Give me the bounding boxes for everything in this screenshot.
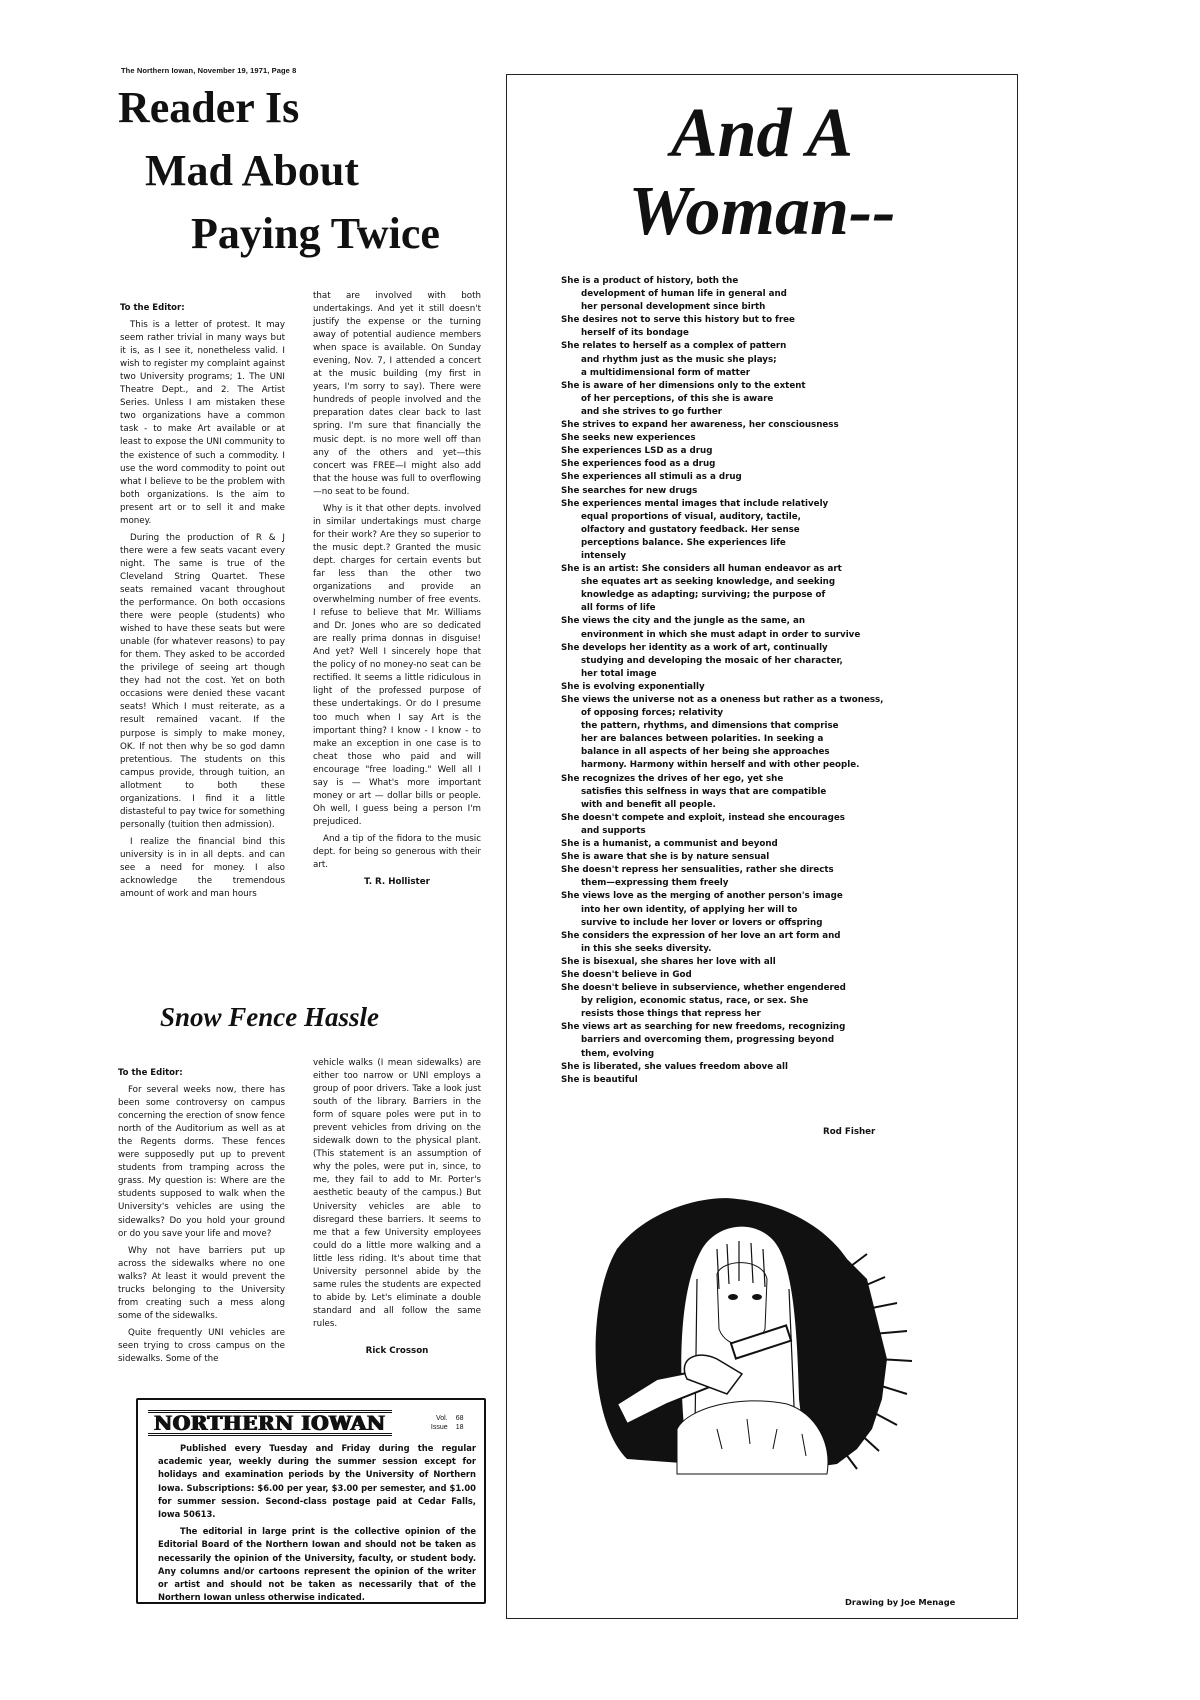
signature: Rick Crosson (365, 1345, 429, 1356)
signature: T. R. Hollister (364, 877, 430, 888)
volume-issue (420, 1414, 464, 1432)
poem-line: intensely (581, 550, 627, 561)
poem-line: She is evolving exponentially (561, 681, 705, 692)
paragraph: Why not have barriers put up across the sidewalks where no one walks? At least it would prevent the trucks belonging to the University from creating such a mess along some of the sidewalks. (118, 1245, 285, 1321)
vol-label: Vol. (435, 1415, 448, 1422)
poem-title-line-2: Woman-- (628, 173, 896, 250)
poem-line: She is aware of her dimensions only to the extent (561, 380, 806, 391)
poem-line: She experiences mental images that include relatively (561, 498, 829, 509)
paragraph: Quite frequently UNI vehicles are seen trying to cross campus on the sidewalks. Some of the (118, 1327, 285, 1364)
headline-line-2: Mad About (145, 146, 359, 195)
editorial-disclaimer: The editorial in large print is the collective opinion of the Editorial Board of the Northern Iowan and should not be taken as necessarily the opinion of the University, faculty, or student body. Any columns and/or cartoons represent the opinion of the writer or artist and should not be taken as necessarily that of the Northern Iowan unless otherwise indicated. (158, 1526, 476, 1603)
paragraph: that are involved with both undertakings. And yet it still doesn't justify the expense or the turning away of potential audience members when space is available. On Sunday evening, Nov. 7, I attended a concert at the music building (my first in years, I'm sorry to say). There were hundreds of people involved and the preparation dates clear back to last spring. I'm sure that financially the music dept. is no more well off than any of the others and yet—this concert was FREE—I might also add that the house was full to overflowing—no seat to be found. (313, 291, 481, 497)
letter2-column-1 (118, 1067, 285, 1370)
dateline: The Northern Iowan, November 19, 1971, Page 8 (121, 66, 297, 75)
letter1-column-1 (120, 302, 285, 905)
poem-line: into her own identity, of applying her will to (581, 904, 798, 915)
poem-line: she equates art as seeking knowledge, and seeking (581, 577, 836, 588)
poem-line: resists those things that repress her (581, 1009, 761, 1020)
poem-line: She is a humanist, a communist and beyond (561, 839, 778, 850)
poem-line: satisfies this selfness in ways that are compatible (581, 786, 827, 797)
poem-line: She views art as searching for new freedoms, recognizing (561, 1022, 846, 1033)
poem-line: a multidimensional form of matter (581, 367, 751, 378)
poem-line: herself of its bondage (581, 328, 689, 339)
paragraph: This is a letter of protest. It may seem rather trivial in many ways but it is, as I see it, nonetheless valid. I wish to register my complaint against two University programs; 1. The UNI Theatre Dept., and 2. The Artist Series. Unless I am mistaken these two organizations have a common task - to make Art available or at least to expose the UNI community to the existence of such a commodity. I use the word commodity to point out what I believe to be the problem with both organizations. Is the aim to present art or to sell it and make money. (120, 320, 285, 526)
vol-number: 68 (455, 1415, 464, 1422)
poem-line: She doesn't compete and exploit, instead she encourages (561, 812, 845, 823)
poem-line: She recognizes the drives of her ego, yet she (561, 773, 784, 784)
poem-line: all forms of life (581, 603, 656, 614)
poem-line: She is bisexual, she shares her love with all (561, 956, 776, 967)
illustration-credit: Drawing by Joe Menage (845, 1597, 956, 1607)
poem-line: She is aware that she is by nature sensual (561, 852, 770, 863)
poem-line: She doesn't repress her sensualities, rather she directs (561, 865, 834, 876)
poem-line: of opposing forces; relativity (581, 708, 724, 719)
poem-line: and rhythm just as the music she plays; (581, 354, 777, 365)
headline-line-1: Reader Is (118, 83, 300, 132)
poem-line: She seeks new experiences (561, 433, 696, 444)
salutation: To the Editor: (120, 303, 185, 313)
paragraph: For several weeks now, there has been some controversy on campus concerning the erection of snow fence north of the Auditorium as well as at the Regents dorms. These fences were supposedly put up to prevent students from tramping across the grass. My question is: Where are the students supposed to walk when the University's vehicles are using the sidewalks? Do you hold your ground or do you save your life and move? (118, 1085, 285, 1239)
poem-line: She experiences LSD as a drug (561, 446, 713, 457)
paragraph: And a tip of the fidora to the music dept. for being so generous with their art. (313, 833, 481, 871)
poem-line: environment in which she must adapt in order to survive (581, 629, 861, 640)
poem-line: She is a product of history, both the (561, 276, 739, 286)
poem-line: harmony. Harmony within herself and with other people. (581, 760, 860, 771)
poem-line: her are balances between polarities. In seeking a (581, 734, 824, 745)
poem-line: She is an artist: She considers all human endeavor as art (561, 564, 842, 575)
poem-box (506, 74, 1018, 1619)
poem-line: development of human life in general and (581, 289, 787, 300)
poem-line: the pattern, rhythms, and dimensions that comprise (581, 721, 839, 732)
poem-line: She is liberated, she values freedom above all (561, 1061, 788, 1072)
poem-line: She considers the expression of her love an art form and (561, 930, 841, 941)
poem-title (507, 95, 1017, 251)
poem-line: her total image (581, 668, 657, 679)
letter1-column-2 (313, 290, 481, 893)
poem-line: She views love as the merging of another person's image (561, 891, 843, 902)
poem-line: in this she seeks diversity. (581, 943, 712, 954)
poem-line: of her perceptions, of this she is aware (581, 393, 774, 404)
poem-line: She relates to herself as a complex of pattern (561, 341, 787, 352)
poem-line: She experiences all stimuli as a drug (561, 472, 742, 483)
masthead-header (148, 1410, 476, 1436)
poem-line: She strives to expand her awareness, her consciousness (561, 420, 839, 431)
poem-line: She desires not to serve this history but to free (561, 315, 795, 326)
publication-info: Published every Tuesday and Friday during the regular academic year, weekly during the summer session except for holidays and examination periods by the University of Northern Iowa. Subscriptions: $6.00 per year, $3.00 per semester, and $1.00 for summer session. Second-class postage paid at Cedar Falls, Iowa 50613. (158, 1443, 476, 1520)
poem-line: perceptions balance. She experiences life (581, 537, 786, 548)
letter2-column-2 (313, 1057, 481, 1362)
poem-line: her personal development since birth (581, 302, 766, 313)
poem-line: She views the universe not as a oneness but rather as a twoness, (561, 695, 884, 705)
poem-signature: Rod Fisher (823, 1127, 876, 1137)
poem-line: She is beautiful (561, 1074, 638, 1085)
poem-line: She views the city and the jungle as the same, an (561, 616, 806, 627)
poem-line: She experiences food as a drug (561, 459, 716, 470)
woman-illustration-icon (567, 1169, 937, 1499)
poem-line: survive to include her lover or lovers or offspring (581, 917, 823, 928)
poem-line: She doesn't believe in subservience, whether engendered (561, 983, 846, 994)
poem-line: olfactory and gustatory feedback. Her sense (581, 524, 800, 535)
issue-label: Issue (430, 1424, 448, 1431)
headline-line-3: Paying Twice (191, 209, 440, 258)
paragraph: vehicle walks (I mean sidewalks) are either too narrow or UNI employs a group of poor drivers. Take a look just south of the library. Barriers in the form of square poles were put in to prevent vehicles from driving on the sidewalk down to the physical plant. (This statement is an assumption of why the poles, were put in, since, to me, they fail to add to Mr. Porter's aesthetic beauty of the campus.) But University vehicles are able to disregard these barriers. It seems to me that a few University employees could do a little more walking and a little less riding. It's about time that University personnel abide by the same rules the students are expected to abide by. Let's eliminate a double standard and all follow the same rules. (313, 1058, 481, 1329)
poem-title-line-1: And A (670, 95, 854, 172)
poem-line: by religion, economic status, race, or sex. She (581, 996, 809, 1007)
masthead-box (136, 1398, 486, 1604)
poem-line: balance in all aspects of her being she approaches (581, 747, 830, 758)
headline-snow-fence: Snow Fence Hassle (160, 1002, 380, 1032)
headline-reader-is-mad (118, 76, 498, 265)
poem-line: them—expressing them freely (581, 878, 729, 889)
poem-line: them, evolving (581, 1048, 655, 1059)
poem-line: She searches for new drugs (561, 485, 698, 496)
poem-line: and she strives to go further (581, 406, 723, 417)
poem-line: and supports (581, 825, 646, 836)
poem-line: She develops her identity as a work of art, continually (561, 642, 828, 653)
poem-line: barriers and overcoming them, progressing beyond (581, 1035, 835, 1046)
paragraph: Why is it that other depts. involved in similar undertakings must charge for their work? Are they so superior to the music dept.? Granted the music dept. charges for certain events but far less than the other two organizations and provide an overwhelming number of free events. I refuse to believe that Mr. Williams and Dr. Jones who are so dedicated are really prima donnas in disguise! And yet? Well I sincerely hope that the policy of no money-no seat can be rectified. It seems a little ridiculous in light of the professed purpose of these undertakings. Or do I presume too much when I say Art is the important thing? I know - I know - to make an exception in one case is to cheat those who paid and will encourage "free loading." Well all I say is — What's more important money or art — dollar bills or people. Oh well, I guess being a person I'm prejudiced. (313, 503, 481, 827)
paragraph: I realize the financial bind this university is in in all depts. and can see a need for money. I also acknowledge the tremendous amount of work and man hours (120, 836, 285, 900)
masthead-logo: NORTHERN IOWAN (148, 1410, 392, 1436)
paragraph: During the production of R & J there were a few seats vacant every night. The same is true of the Cleveland String Quartet. These seats remained vacant throughout the performance. On both occasions there were people (students) who wished to have these seats but were unable (for whatever reasons) to pay for them. They asked to be accorded the privilege of seeing art though they had not the cost. Yet on both occasions were denied these vacant seats! Which I must reiterate, as a result remained vacant. If the purpose is simply to make money, OK. If not then why be so god damn pretentious. The students on this campus provide, through tuition, an allotment to both these organizations. I find it a little distasteful to pay twice for something personally (tuition then admission). (120, 532, 285, 830)
poem-line: equal proportions of visual, auditory, tactile, (581, 511, 801, 522)
poem-line: knowledge as adapting; surviving; the purpose of (581, 590, 826, 601)
poem-line: studying and developing the mosaic of her character, (581, 655, 843, 666)
poem-body (561, 275, 1001, 1087)
masthead-text (148, 1442, 476, 1604)
salutation: To the Editor: (118, 1068, 183, 1078)
issue-number: 18 (455, 1424, 464, 1431)
poem-line: She doesn't believe in God (561, 969, 692, 980)
poem-line: with and benefit all people. (581, 799, 716, 810)
